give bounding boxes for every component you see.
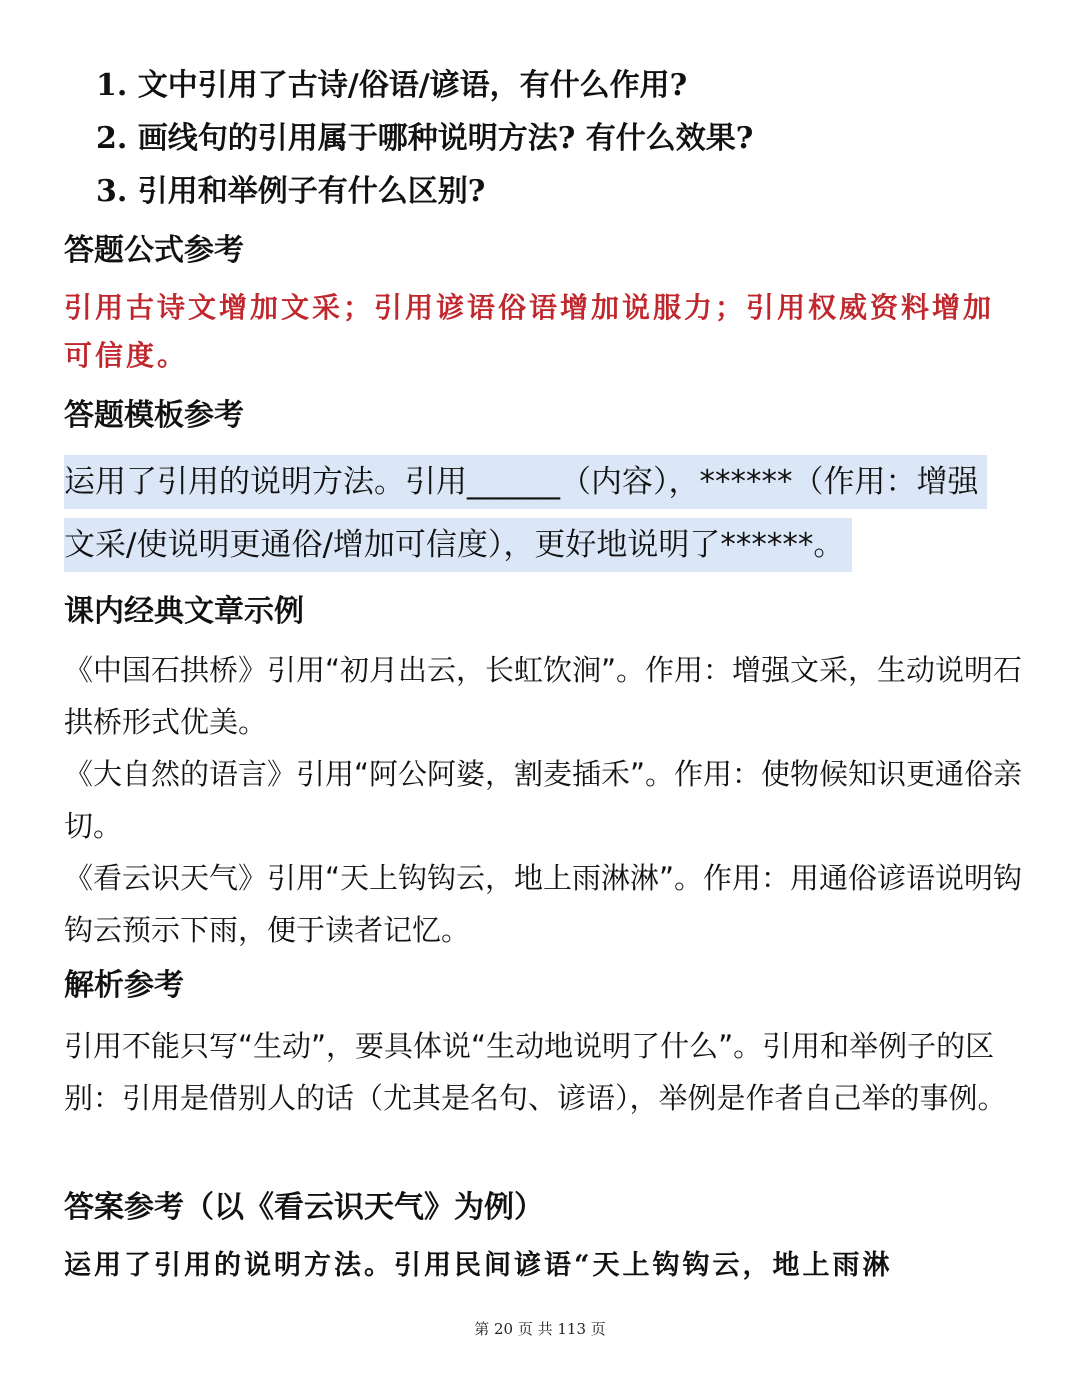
question-1: 1. 文中引用了古诗/俗语/谚语，有什么作用?: [96, 68, 688, 103]
formula-text: 引用古诗文增加文采；引用谚语俗语增加说服力；引用权威资料增加可信度。: [64, 291, 995, 372]
question-2: 2. 画线句的引用属于哪种说明方法? 有什么效果?: [96, 121, 754, 156]
example-item: 《看云识天气》引用“天上钩钩云，地上雨淋淋”。作用：用通俗谚语说明钩钩云预示下雨，便于读者记忆。: [64, 861, 1023, 947]
template-heading: 答题模板参考: [64, 398, 244, 433]
formula-heading: 答题公式参考: [64, 233, 244, 268]
page-footer: 第 20 页 共 113 页: [474, 1320, 606, 1338]
template-line-1: 运用了引用的说明方法。引用______（内容），******（作用：增强: [64, 455, 987, 509]
template-line-2: 文采/使说明更通俗/增加可信度），更好地说明了******。: [64, 518, 852, 572]
answer-heading: 答案参考（以《看云识天气》为例）: [64, 1190, 544, 1225]
example-item: 《中国石拱桥》引用“初月出云，长虹饮涧”。作用：增强文采，生动说明石拱桥形式优美。: [64, 653, 1023, 739]
answer-text: 运用了引用的说明方法。引用民间谚语“天上钩钩云，地上雨淋: [64, 1250, 893, 1281]
analysis-text: 引用不能只写“生动”，要具体说“生动地说明了什么”。引用和举例子的区别：引用是借别人的话（尤其是名句、谚语），举例是作者自己举的事例。: [64, 1029, 1007, 1115]
analysis-heading: 解析参考: [64, 968, 184, 1003]
example-item: 《大自然的语言》引用“阿公阿婆，割麦插禾”。作用：使物候知识更通俗亲切。: [64, 757, 1023, 843]
examples-heading: 课内经典文章示例: [64, 594, 304, 629]
question-3: 3. 引用和举例子有什么区别?: [96, 174, 486, 209]
